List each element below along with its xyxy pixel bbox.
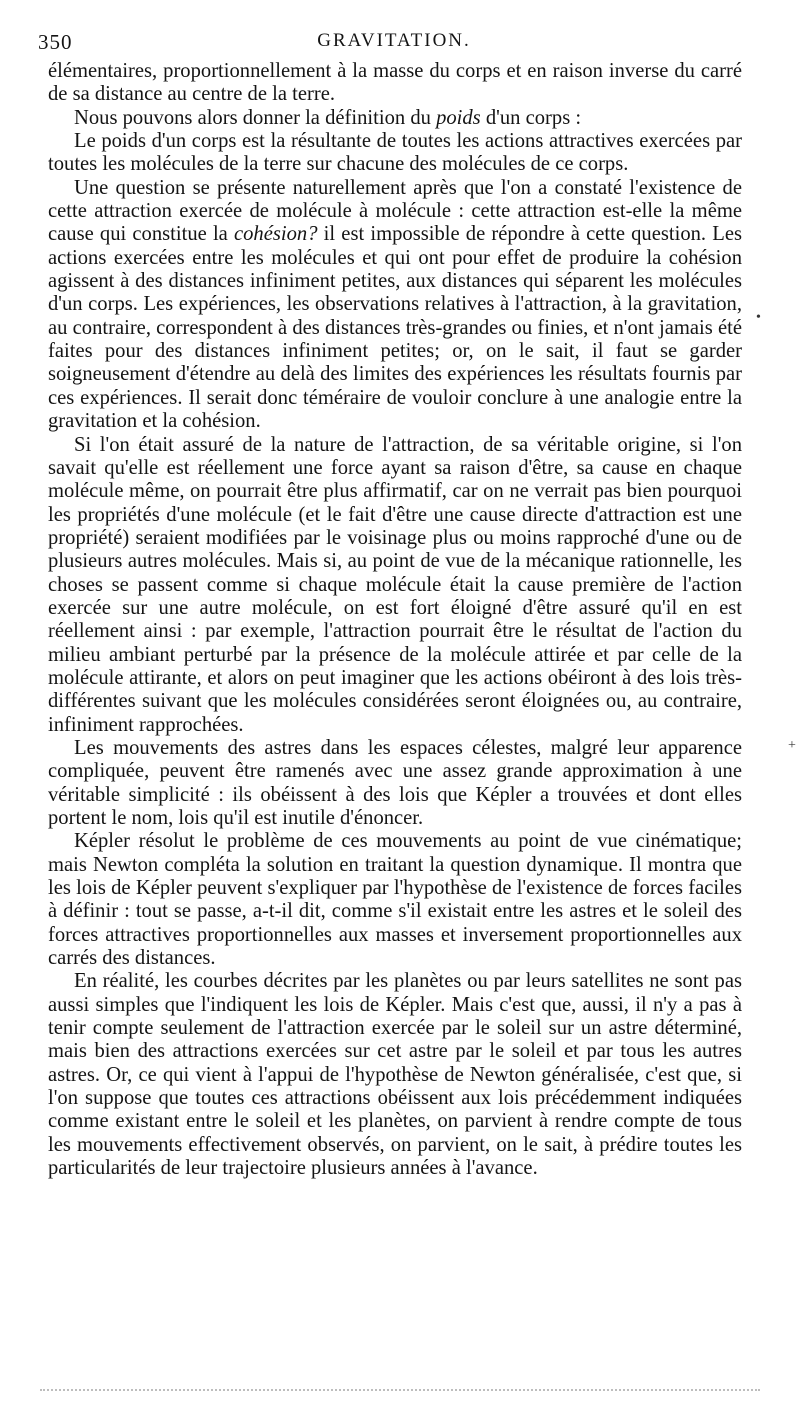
paragraph <box>48 107 742 130</box>
page-header <box>38 30 750 60</box>
page-body <box>48 60 742 1181</box>
paragraph-text: Nous pouvons alors donner la définition du <box>74 106 437 129</box>
paragraph-text: élémentaires, proportionnellement à la masse du corps et en raison inverse du carré de sa distance au centre de la terre. <box>48 60 742 106</box>
paragraph-text: Si l'on était assuré de la nature de l'attraction, de sa véritable origine, si l'on savait qu'elle est réellement une force ayant sa raison d'être, sa cause en chaque molécule même, on pourrait être plus affirmatif, car on ne verrait pas bien pourquoi les propriétés d'une molécule (et le fait d'être une cause directe d'attraction est une propriété) seraient modifiées par le voisinage plus ou moins rapproché d'une ou de plusieurs autres molécules. Mais si, au point de vue de la mécanique rationnelle, les choses se passent comme si chaque molécule était la cause première de l'action exercée sur une autre molécule, on est fort éloigné d'être assuré qu'il en est réellement ainsi : par exemple, l'attraction pourrait être le résultat de l'action du milieu ambiant perturbé par la présence de la molécule attirée et par celle de la molécule attirante, et alors on peut imaginer que les actions obéiront à des lois très-différentes suivant que les molécules considérées seront éloignées ou, au contraire, infiniment rapprochées. <box>48 433 742 736</box>
paragraph <box>48 830 742 970</box>
paragraph-text: d'un corps : <box>480 106 582 129</box>
italic-term: poids <box>436 106 481 129</box>
scan-bottom-dotted-line <box>40 1389 760 1391</box>
paragraph <box>48 970 742 1180</box>
paragraph-text: Le poids d'un corps est la résultante de toutes les actions attractives exercées par toutes les molécules de la terre sur chacune des molécules de ce corps. <box>48 130 742 176</box>
paragraph-text: Les mouvements des astres dans les espaces célestes, malgré leur apparence compliquée, peuvent être ramenés avec une assez grande approximation à une véritable simplicité : ils obéissent à des lois que Képler a trouvées et dont elles portent le nom, lois qu'il est inutile d'énoncer. <box>48 736 742 829</box>
italic-term: cohésion? <box>233 223 318 246</box>
paragraph-text: En réalité, les courbes décrites par les planètes ou par leurs satellites ne sont pas aussi simples que l'indiquent les lois de Képler. Mais c'est que, aussi, il n'y a pas à tenir compte seulement de l'attraction exercée par le soleil sur un astre déterminé, mais bien des attractions exercées sur cet astre par le soleil et par tous les autres astres. Or, ce qui vient à l'appui de l'hypothèse de Newton généralisée, c'est que, si l'on suppose que toutes ces attractions obéissent aux lois précédemment indiquées comme existant entre le soleil et les planètes, on parvient à rendre compte de tous les mouvements effectivement observés, on parvient, on le sait, à prédire toutes les particularités de leur trajectoire plusieurs années à l'avance. <box>48 970 742 1180</box>
running-title: GRAVITATION. <box>317 30 471 51</box>
paragraph-text: il est impossible de répondre à cette question. Les actions exercées entre les molécules et qui ont pour effet de produire la cohésion agissent à des distances infiniment petites, aux distances qui séparent les molécules d'un corps. Les expériences, les observations relatives à l'attraction, à la gravitation, au contraire, correspondent à des distances très-grandes ou finies, et n'ont jamais été faites pour des distances infiniment petites; or, on le sait, il faut se garder soigneusement d'étendre au delà des limites des expériences les résultats fournis par ces expériences. Il serait donc téméraire de vouloir conclure à une analogie entre la gravitation et la cohésion. <box>48 223 742 433</box>
paragraph <box>48 177 742 434</box>
paragraph <box>48 737 742 830</box>
margin-dot-mark: • <box>756 310 761 325</box>
paragraph <box>48 130 742 177</box>
page-number: 350 <box>38 30 73 54</box>
paragraph <box>48 60 742 107</box>
margin-cross-mark: + <box>788 738 796 753</box>
paragraph <box>48 434 742 737</box>
paragraph-text: Une question se présente naturellement après que l'on a constaté l'existence de cette attraction exercée de molécule à molécule : cette attraction est-elle la même cause qui constitue la <box>48 176 742 246</box>
paragraph-text: Képler résolut le problème de ces mouvements au point de vue cinématique; mais Newton compléta la solution en traitant la question dynamique. Il montra que les lois de Képler peuvent s'expliquer par l'hypothèse de l'existence de forces faciles à définir : tout se passe, a-t-il dit, comme s'il existait entre les astres et le soleil des forces attractives proportionnelles aux masses et inversement proportionnelles aux carrés des distances. <box>48 830 742 970</box>
